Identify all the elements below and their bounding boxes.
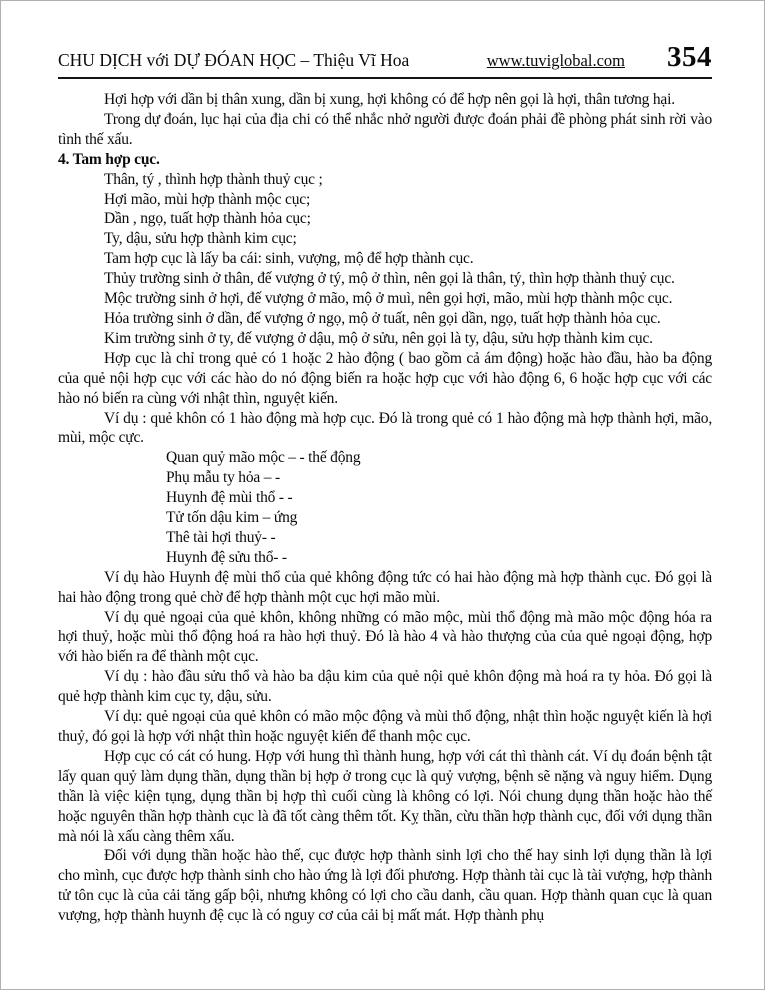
paragraph: Ví dụ: quẻ ngoại của quẻ khôn có mão mộc động và mùi thổ động, nhật thìn hoặc nguyệt kiến là hợi thuỷ, đó gọi là hợp với nhật thìn hoặc nguyệt kiến để thanh mộc cục. [58, 708, 712, 745]
hexagram-line: Thê tài hợi thuỷ- - [166, 528, 276, 546]
paragraph: Đối với dụng thần hoặc hào thế, cục được hợp thành sinh lợi cho thế hay sinh lợi dụng thần là lợi cho mình, cục được hợp thành sinh cho hào ứng là lợi đối phương. Hợp thành tài cục là tài vượng, hợp thành tử tôn cục là của cải tăng gấp bội, nhưng không có lợi cho cầu danh, cầu quan. Hợp thành quan cục là quan vượng, hợp thành huynh đệ cục là có nguy cơ của cải bị mất mát. Hợp thành phụ [58, 847, 712, 925]
paragraph: Ví dụ quẻ ngoại của quẻ khôn, không những có mão mộc, mùi thổ động mà mão mộc động hóa ra hợi thuỷ, hoặc mùi thổ động hoá ra hào hợi thuỷ. Đó là hào 4 và hào thượng của của quẻ ngoại động, hợp với hào biến ra để thành một cục. [58, 608, 712, 666]
paragraph: Hợi hợp với dần bị thân xung, dần bị xung, hợi không có để hợp nên gọi là hợi, thân tương hại. [104, 91, 675, 108]
website-link[interactable]: www.tuviglobal.com [486, 51, 625, 70]
page-number: 354 [667, 41, 712, 73]
paragraph: Hợp cục có cát có hung. Hợp với hung thì thành hung, hợp với cát thì thành cát. Ví dụ đoán bệnh tật lấy quan quỷ làm dụng thần, dụng thần bị hợp ở trong cục là quỷ vượng, bệnh sẽ nặng và nguy hiểm. Dụng thần là việc kiện tụng, dụng thần bị hợp thì cuối cùng là không có lợi. Nói chung dụng thần hoặc hào thế hoặc nguyên thần hợp thành cục là đã tốt càng thêm tốt. Kỵ thần, cừu thần hợp thành cục, đối với dụng thần mà nói là xấu càng thêm xấu. [58, 747, 712, 845]
hexagram-line: Quan quỷ mão mộc – - thế động [166, 449, 361, 467]
paragraph: Ví dụ : hào đầu sửu thổ và hào ba dậu kim của quẻ nội quẻ khôn động mà hoá ra ty hỏa. Đó gọi là quẻ hợp thành kim cục ty, dậu, sửu. [58, 668, 712, 706]
section-heading: 4. Tam hợp cục. [58, 150, 160, 168]
document-body [58, 90, 712, 926]
paragraph: Mộc trường sinh ở hợi, đế vượng ở mão, mộ ở muì, nên gọi hợi, mão, mùi hợp thành mộc cục. [104, 290, 673, 308]
list-line: Ty, dậu, sửu hợp thành kim cục; [104, 230, 297, 248]
hexagram-line: Huynh đệ mùi thổ - - [166, 489, 293, 507]
paragraph: Hỏa trường sinh ở dần, đế vượng ở ngọ, mộ ở tuất, nên gọi dần, ngọ, tuất hợp thành hỏa cục. [104, 309, 661, 327]
hexagram-line: Tử tốn dậu kim – ứng [166, 509, 298, 527]
paragraph: Thủy trường sinh ở thân, đế vượng ở tý, mộ ở thìn, nên gọi là thân, tý, thìn hợp thành thuỷ cục. [104, 270, 675, 288]
document-title: CHU DỊCH với DỰ ĐÓAN HỌC – Thiệu Vĩ Hoa [58, 50, 410, 70]
hexagram-line: Huynh đệ sửu thổ- - [166, 548, 287, 566]
list-line: Thân, tý , thình hợp thành thuỷ cục ; [104, 170, 323, 188]
page-header [58, 43, 712, 72]
paragraph: Trong dự đoán, lục hại của địa chi có thể nhắc nhở người được đoán phải đề phòng phát sinh rời vào tình thế xấu. [58, 110, 712, 148]
paragraph: Ví dụ : quẻ khôn có 1 hào động mà hợp cục. Đó là trong quẻ có 1 hào động mà hợp thành hợi, mão, mùi, mộc cực. [58, 409, 712, 447]
paragraph: Kim trường sinh ở ty, đế vượng ở dậu, mộ ở sửu, nên gọi là ty, dậu, sửu hợp thành kim cục. [104, 329, 653, 347]
header-divider [58, 77, 712, 79]
hexagram-line: Phụ mẫu ty hỏa – - [166, 469, 280, 487]
paragraph: Ví dụ hào Huynh đệ mùi thổ của quẻ không động tức có hai hào động mà hợp thành cục. Đó gọi là hai hào động trong quẻ chờ để hợp thành một cục hợi mão mùi. [58, 568, 712, 606]
list-line: Dần , ngọ, tuất hợp thành hỏa cục; [104, 210, 311, 228]
list-line: Hợi mão, mùi hợp thành mộc cục; [104, 190, 311, 208]
list-line: Tam hợp cục là lấy ba cái: sinh, vượng, mộ để hợp thành cục. [104, 250, 474, 268]
paragraph: Hợp cục là chỉ trong quẻ có 1 hoặc 2 hào động ( bao gồm cả ám động) hoặc hào đầu, hào ba động của quẻ nội hợp cục với các hào do nó động biến ra hoặc hợp cục với hào động 6, 6 hoặc hợp cục với các hào nó biến ra cùng với nhật thìn, nguyệt kiến. [58, 349, 712, 407]
